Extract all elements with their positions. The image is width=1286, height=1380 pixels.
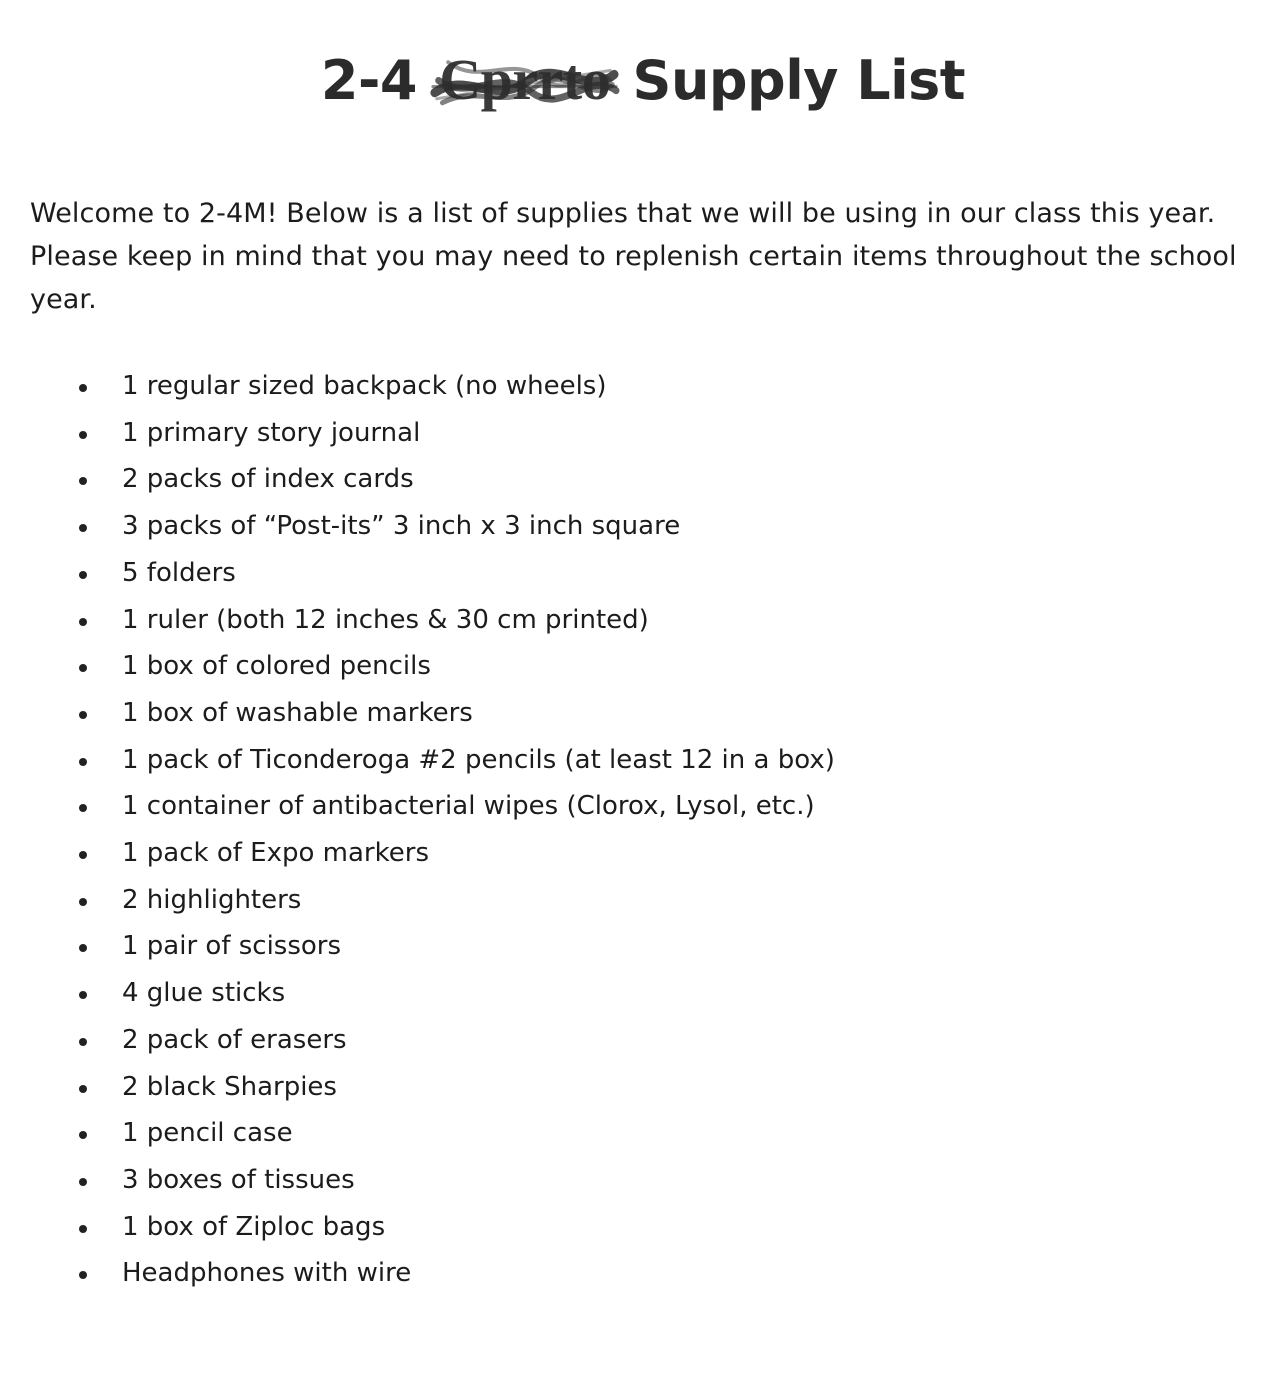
list-item: Headphones with wire	[74, 1250, 1286, 1297]
list-item: 1 ruler (both 12 inches & 30 cm printed)	[74, 597, 1286, 644]
title-struck-word-text: Cprrto	[439, 47, 611, 112]
title-line	[321, 46, 965, 113]
list-item: 5 folders	[74, 550, 1286, 597]
list-item: 1 pair of scissors	[74, 923, 1286, 970]
list-item: 1 box of washable markers	[74, 690, 1286, 737]
list-item: 1 primary story journal	[74, 410, 1286, 457]
list-item: 2 packs of index cards	[74, 456, 1286, 503]
list-item: 3 boxes of tissues	[74, 1157, 1286, 1204]
supply-list	[0, 363, 1286, 1297]
list-item: 2 pack of erasers	[74, 1017, 1286, 1064]
title-struck-word	[435, 46, 614, 113]
list-item: 1 pack of Expo markers	[74, 830, 1286, 877]
list-item: 1 box of Ziploc bags	[74, 1204, 1286, 1251]
list-item: 3 packs of “Post-its” 3 inch x 3 inch square	[74, 503, 1286, 550]
title-suffix: Supply List	[632, 49, 966, 112]
list-item: 1 pencil case	[74, 1110, 1286, 1157]
list-item: 4 glue sticks	[74, 970, 1286, 1017]
list-item: 2 highlighters	[74, 877, 1286, 924]
title-prefix: 2-4	[320, 49, 417, 112]
list-item: 1 box of colored pencils	[74, 643, 1286, 690]
page-title	[0, 0, 1286, 154]
list-item: 1 regular sized backpack (no wheels)	[74, 363, 1286, 410]
list-item: 2 black Sharpies	[74, 1064, 1286, 1111]
list-item: 1 container of antibacterial wipes (Clorox, Lysol, etc.)	[74, 783, 1286, 830]
list-item: 1 pack of Ticonderoga #2 pencils (at least 12 in a box)	[74, 737, 1286, 784]
intro-paragraph: Welcome to 2-4M! Below is a list of supplies that we will be using in our class this year. Please keep in mind that you may need to replenish certain items throughout the school year.	[30, 198, 1237, 315]
